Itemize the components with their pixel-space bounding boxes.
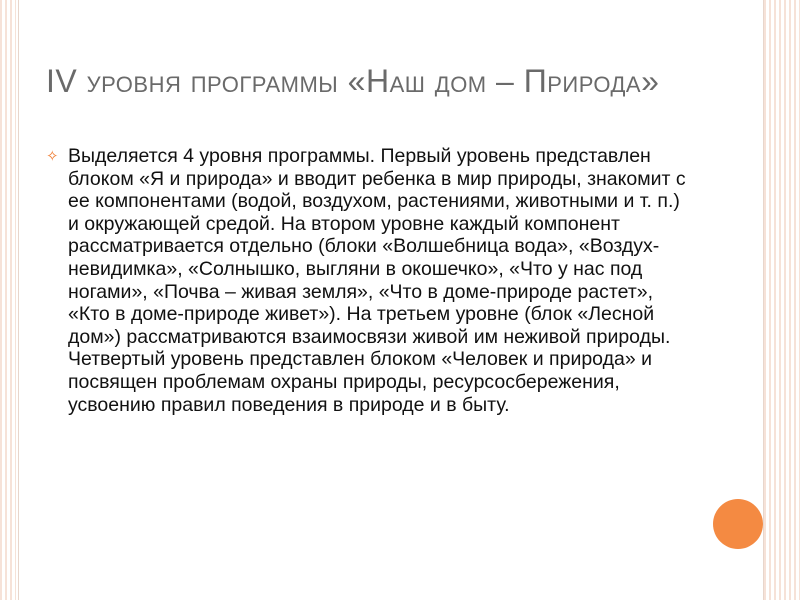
list-item [46,145,686,416]
left-decorative-stripes [0,0,16,600]
slide-title: IV уровня программы «Наш дом – Природа» [46,63,660,100]
bullet-icon: ✧ [46,148,59,165]
right-decorative-stripes [764,0,800,600]
decorative-circle [713,499,763,549]
content-list [46,145,686,416]
bullet-text: Выделяется 4 уровня программы. Первый уровень представлен блоком «Я и природа» и вводит ребенка в мир природы, знакомит с ее компонентами (водой, воздухом, растениями, животными и т. п.) и окружающей средой. На втором уровне каждый компонент рассматривается отдельно (блоки «Волшебница вода», «Воздух-невидимка», «Солнышко, выгляни в окошечко», «Что у нас под ногами», «Почва – живая земля», «Что в доме-природе растет», «Кто в доме-природе живет»). На третьем уровне (блок «Лесной дом») рассматриваются взаимосвязи живой им неживой природы. Четвертый уровень представлен блоком «Человек и природа» и посвящен проблемам охраны природы, ресурсосбережения, усвоению правил поведения в природе и в быту. [68,145,686,416]
